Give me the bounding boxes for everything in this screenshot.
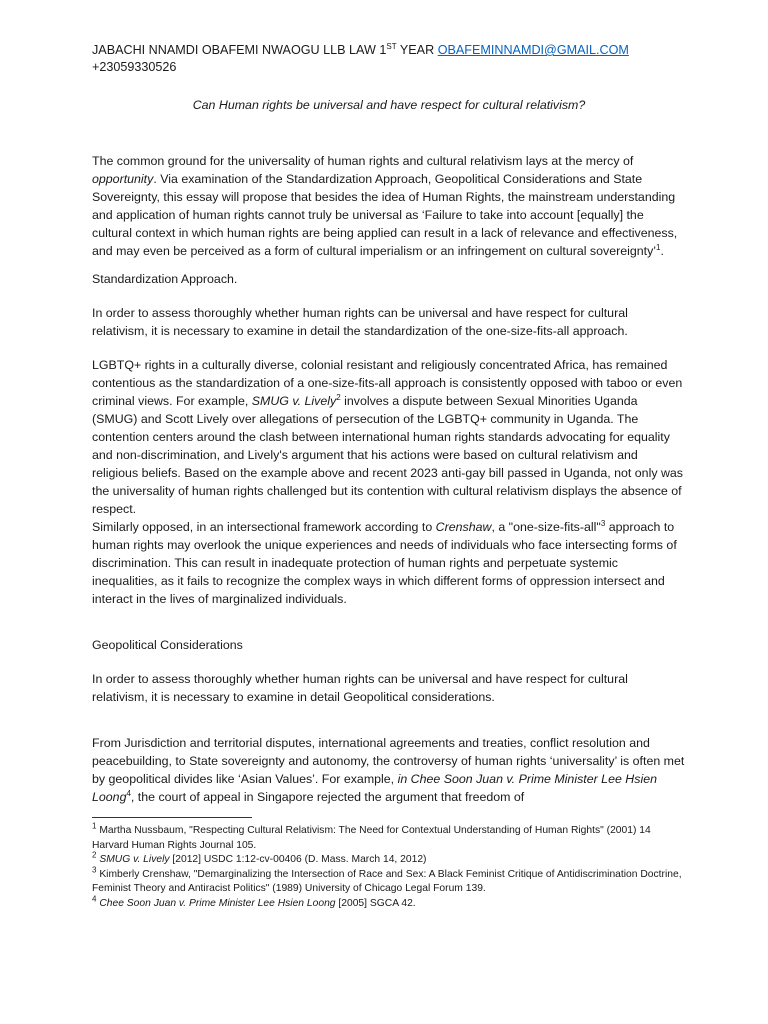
author-name: JABACHI NNAMDI OBAFEMI NWAOGU LLB LAW 1	[92, 43, 387, 57]
email-link[interactable]: OBAFEMINNAMDI@GMAIL.COM	[437, 43, 629, 57]
author-line	[92, 42, 686, 59]
paragraph-geopolitical-intro: In order to assess thoroughly whether human rights can be universal and have respect for cultural relativism, it is necessary to examine in detail Geopolitical considerations.	[92, 672, 628, 704]
footnote-4: $^4$ Chee Soon Juan v. Prime Minister Lee Hsien Loong [2005] SGCA 42.	[92, 894, 416, 909]
footnote-ref-2[interactable]: 2	[336, 392, 341, 402]
footnote-ref-1[interactable]: 1	[656, 242, 661, 252]
section-heading-geopolitical: Geopolitical Considerations	[92, 638, 243, 652]
footnote-3: $^3$ Kimberly Crenshaw, "Demarginalizing the Intersection of Race and Sex: A Black Feminist Critique of Antidiscrimination Doctrine, Feminist Theory and Antiracist Politics" (1989) University of Chicago Legal Forum 139.	[92, 865, 682, 894]
paragraph-intro: The common ground for the universality of human rights and cultural relativism lays at the mercy of opportunity. Via examination of the Standardization Approach, Geopolitical Considerations and State Sovereignty, this essay will propose that besides the idea of Human Rights, the mainstream understanding and application of human rights cannot truly be universal as ‘Failure to take into account [equally] the cultural context in which human rights are being applied can result in a lack of relevance and effectiveness, and may even be perceived as a form of cultural imperialism or an infringement on cultural sovereignty’$^1$.	[92, 154, 678, 258]
footnote-divider	[92, 817, 252, 818]
paragraph-jurisdiction: From Jurisdiction and territorial disputes, international agreements and treaties, conflict resolution and peacebuilding, to State sovereignty and autonomy, the controversy of human rights ‘universality’ is often met by geopolitical divides like ‘Asian Values’. For example, in Chee Soon Juan v. Prime Minister Lee Hsien Loong$^4$, the court of appeal in Singapore rejected the argument that freedom of	[92, 736, 685, 804]
year-superscript: ST	[386, 41, 397, 51]
essay-question: Can Human rights be universal and have respect for cultural relativism?	[192, 98, 586, 112]
phone-number: +23059330526	[92, 60, 177, 74]
paragraph-intersectional: Similarly opposed, in an intersectional framework according to Crenshaw, a "one-size-fits-all"$^3$ approach to human rights may overlook the unique experiences and needs of individuals who face intersecting forms of discrimination. This can result in inadequate protection of human rights and perpetuate systemic inequalities, as it fails to recognize the complex ways in which different forms of oppression intersect and interact in the lives of marginalized individuals.	[92, 518, 677, 606]
paragraph-standardization-intro: In order to assess thoroughly whether human rights can be universal and have respect for cultural relativism, it is necessary to examine in detail the standardization of the one-size-fits-all approach.	[92, 306, 628, 338]
author-year: YEAR	[396, 43, 438, 57]
footnote-1: $^1$ Martha Nussbaum, "Respecting Cultural Relativism: The Need for Contextual Understanding of Human Rights" (2001) 14 Harvard Human Rights Journal 105.	[92, 821, 651, 851]
footnote-2: $^2$ SMUG v. Lively [2012] USDC 1:12-cv-00406 (D. Mass. March 14, 2012)	[92, 850, 427, 865]
paragraph-lgbtq: LGBTQ+ rights in a culturally diverse, colonial resistant and religiously concentrated Africa, has remained contentious as the standardization of a one-size-fits-all approach is consistently opposed with taboo or even criminal views. For example, SMUG v. Lively$^2$ involves a dispute between Sexual Minorities Uganda (SMUG) and Scott Lively over allegations of persecution of the LGBTQ+ community in Uganda. The contention centers around the clash between international human rights standards advocating for equality and non-discrimination, and Lively's argument that his actions were based on cultural relativism and religious beliefs. Based on the example above and recent 2023 anti-gay bill passed in Uganda, not only was the universality of human rights challenged but its contention with cultural relativism displays the absence of respect.	[92, 358, 683, 516]
footnote-ref-3[interactable]: 3	[600, 518, 606, 528]
author-header	[92, 42, 686, 76]
footnote-ref-4[interactable]: 4	[126, 788, 131, 798]
footnotes	[92, 817, 686, 911]
section-heading-standardization: Standardization Approach.	[92, 272, 238, 286]
